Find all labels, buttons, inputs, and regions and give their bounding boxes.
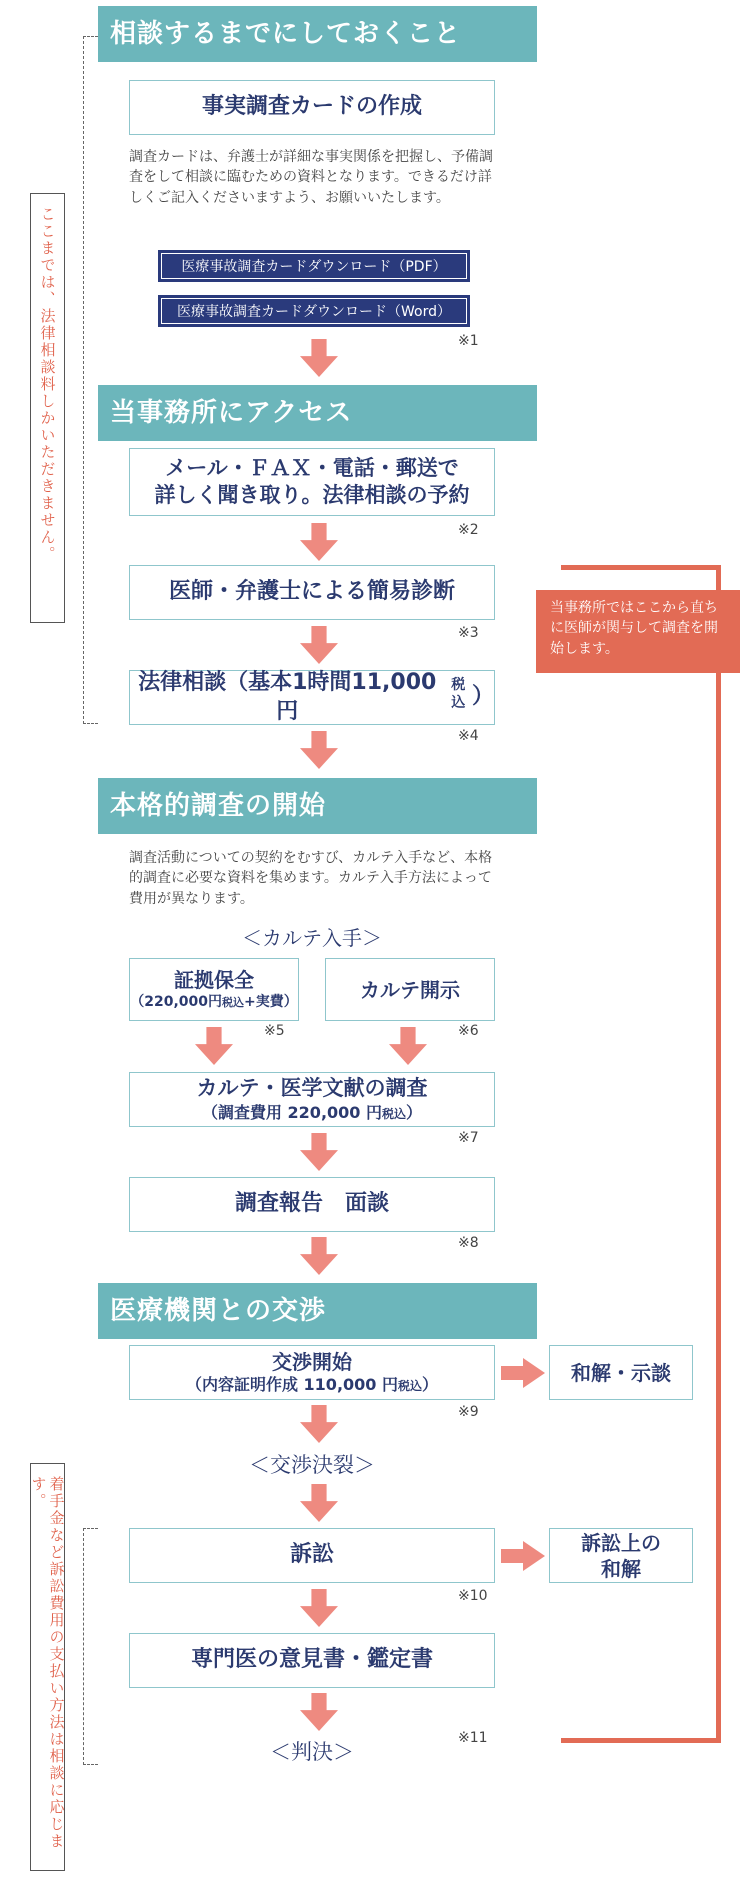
negotiation-breakdown-text: ＜交渉決裂＞ — [249, 1453, 375, 1477]
evidence-preservation-box — [129, 958, 299, 1021]
verdict-text: ＜判決＞ — [270, 1740, 354, 1764]
note-7 — [458, 1130, 479, 1146]
note-6-text: ※6 — [458, 1023, 479, 1039]
negotiation-breakdown-label — [129, 1449, 495, 1479]
simple-diagnosis-box — [129, 565, 495, 620]
arrow-down-research — [300, 1132, 338, 1172]
inquiry-line-2: 詳しく聞き取り。法律相談の予約 — [154, 483, 470, 507]
note-9-text: ※9 — [458, 1404, 479, 1420]
arrow-down-disclosure — [389, 1026, 427, 1066]
section-access — [98, 385, 537, 441]
karte-disclosure-title: カルテ開示 — [360, 977, 460, 1002]
research-tax: 税込 — [382, 1106, 407, 1121]
negotiation-fee-close: ） — [422, 1375, 439, 1395]
section-negotiation-title: 医療機関との交渉 — [110, 1296, 327, 1326]
settlement-title: 和解・示談 — [571, 1360, 671, 1385]
arrow-down-opinion — [300, 1692, 338, 1732]
lawsuit-settlement-title: 訴訟上の和解 — [581, 1530, 661, 1581]
fact-card-title: 事実調査カードの作成 — [201, 94, 422, 120]
doctor-involvement-callout — [536, 590, 740, 673]
investigation-description — [129, 848, 501, 909]
lawsuit-settlement-box — [549, 1528, 693, 1583]
note-2-text: ※2 — [458, 522, 479, 538]
section-investigation — [98, 778, 537, 834]
arrow-down-evidence — [195, 1026, 233, 1066]
settlement-box — [549, 1345, 693, 1400]
note-10-text: ※10 — [458, 1588, 488, 1604]
investigation-description-text: 調査活動についての契約をむすび、カルテ入手など、本格的調査に必要な資料を集めます。カルテ入手方法によって費用が異なります。 — [129, 850, 493, 907]
note-7-text: ※7 — [458, 1130, 479, 1146]
doctor-involvement-line-top — [561, 565, 721, 570]
expert-opinion-title: 専門医の意見書・鑑定書 — [190, 1647, 433, 1673]
note-4-text: ※4 — [458, 728, 479, 744]
legal-consultation-title: 法律相談（基本1時間11,000円 — [138, 669, 437, 724]
arrow-down-4 — [300, 730, 338, 770]
phase1-bracket — [83, 36, 98, 724]
note-5-text: ※5 — [264, 1023, 285, 1039]
section-preparation — [98, 6, 537, 62]
karte-disclosure-box — [325, 958, 495, 1021]
negotiation-start-box — [129, 1345, 495, 1400]
arrow-down-3 — [300, 625, 338, 665]
legal-consultation-box — [129, 670, 495, 725]
arrow-down-lawsuit — [300, 1588, 338, 1628]
note-11-text: ※11 — [458, 1730, 488, 1746]
doctor-involvement-line-vertical — [716, 565, 721, 1743]
arrow-down-2 — [300, 522, 338, 562]
note-2 — [458, 522, 479, 538]
fee-payment-text: 着手金など訴訟費用の支払い方法は相談に応じます。 — [29, 1476, 66, 1850]
fact-card-description-text: 調査カードは、弁護士が詳細な事実関係を把握し、予備調査をして相談に臨むための資料となります。できるだけ詳しくご記入くださいますよう、お願いいたします。 — [129, 149, 493, 206]
karte-acquisition-text: ＜カルテ入手＞ — [242, 926, 382, 950]
free-consultation-text: ここまでは、法律相談料しかいただきません。 — [38, 206, 57, 563]
note-1-text: ※1 — [458, 333, 479, 349]
fact-card-box — [129, 80, 495, 135]
note-9 — [458, 1404, 479, 1420]
arrow-down-report — [300, 1236, 338, 1276]
callout-text: 当事務所ではここから直ちに医師が関与して調査を開始します。 — [550, 600, 718, 657]
evidence-fee-extra: +実費） — [244, 994, 298, 1011]
section-negotiation — [98, 1283, 537, 1339]
lawsuit-box — [129, 1528, 495, 1583]
arrow-down-breakdown — [300, 1483, 338, 1523]
evidence-tax: 税込 — [222, 996, 245, 1010]
arrow-down-negotiation — [300, 1404, 338, 1444]
note-10 — [458, 1588, 488, 1604]
evidence-preservation-title: 証拠保全 — [174, 968, 254, 993]
note-11 — [458, 1730, 488, 1746]
note-8-text: ※8 — [458, 1235, 479, 1251]
section-access-title: 当事務所にアクセス — [110, 398, 353, 428]
expert-opinion-box — [129, 1633, 495, 1688]
negotiation-tax: 税込 — [398, 1379, 423, 1394]
free-consultation-note — [30, 193, 65, 623]
research-title: カルテ・医学文献の調査 — [196, 1076, 428, 1101]
legal-consultation-close: ） — [471, 684, 494, 710]
note-1 — [458, 333, 479, 349]
phase4-bracket — [83, 1528, 98, 1765]
simple-diagnosis-title: 医師・弁護士による簡易診断 — [168, 579, 455, 605]
evidence-fee: （220,000円 — [130, 994, 223, 1011]
research-fee-close: ） — [406, 1102, 423, 1122]
fact-card-description — [129, 147, 501, 208]
lawsuit-title: 訴訟 — [289, 1542, 334, 1568]
note-5 — [264, 1023, 285, 1039]
note-3 — [458, 625, 479, 641]
legal-consultation-tax: 税込 — [451, 676, 466, 711]
verdict-label — [129, 1736, 495, 1766]
download-word-label: 医療事故調査カードダウンロード（Word） — [177, 304, 451, 320]
download-pdf-label: 医療事故調査カードダウンロード（PDF） — [181, 259, 447, 275]
report-meeting-title: 調査報告 面談 — [234, 1191, 389, 1217]
negotiation-start-title: 交渉開始 — [272, 1350, 352, 1375]
note-6 — [458, 1023, 479, 1039]
inquiry-box — [129, 448, 495, 516]
download-word-button[interactable] — [158, 295, 470, 327]
download-pdf-button[interactable] — [158, 250, 470, 282]
arrow-down-1 — [300, 338, 338, 378]
doctor-involvement-line-bottom — [561, 1738, 721, 1743]
negotiation-fee: （内容証明作成 110,000 円 — [185, 1375, 398, 1395]
arrow-right-lawsuit-settlement — [501, 1541, 545, 1571]
section-preparation-title: 相談するまでにしておくこと — [110, 19, 462, 49]
research-fee: （調査費用 220,000 円 — [201, 1102, 382, 1122]
arrow-right-settlement — [501, 1358, 545, 1388]
section-investigation-title: 本格的調査の開始 — [110, 791, 327, 821]
karte-acquisition-label — [129, 922, 495, 951]
note-3-text: ※3 — [458, 625, 479, 641]
research-box — [129, 1072, 495, 1127]
report-meeting-box — [129, 1177, 495, 1232]
fee-payment-note — [30, 1463, 65, 1871]
inquiry-line-1: メール・ＦＡＸ・電話・郵送で — [165, 455, 459, 480]
note-4 — [458, 728, 479, 744]
note-8 — [458, 1235, 479, 1251]
